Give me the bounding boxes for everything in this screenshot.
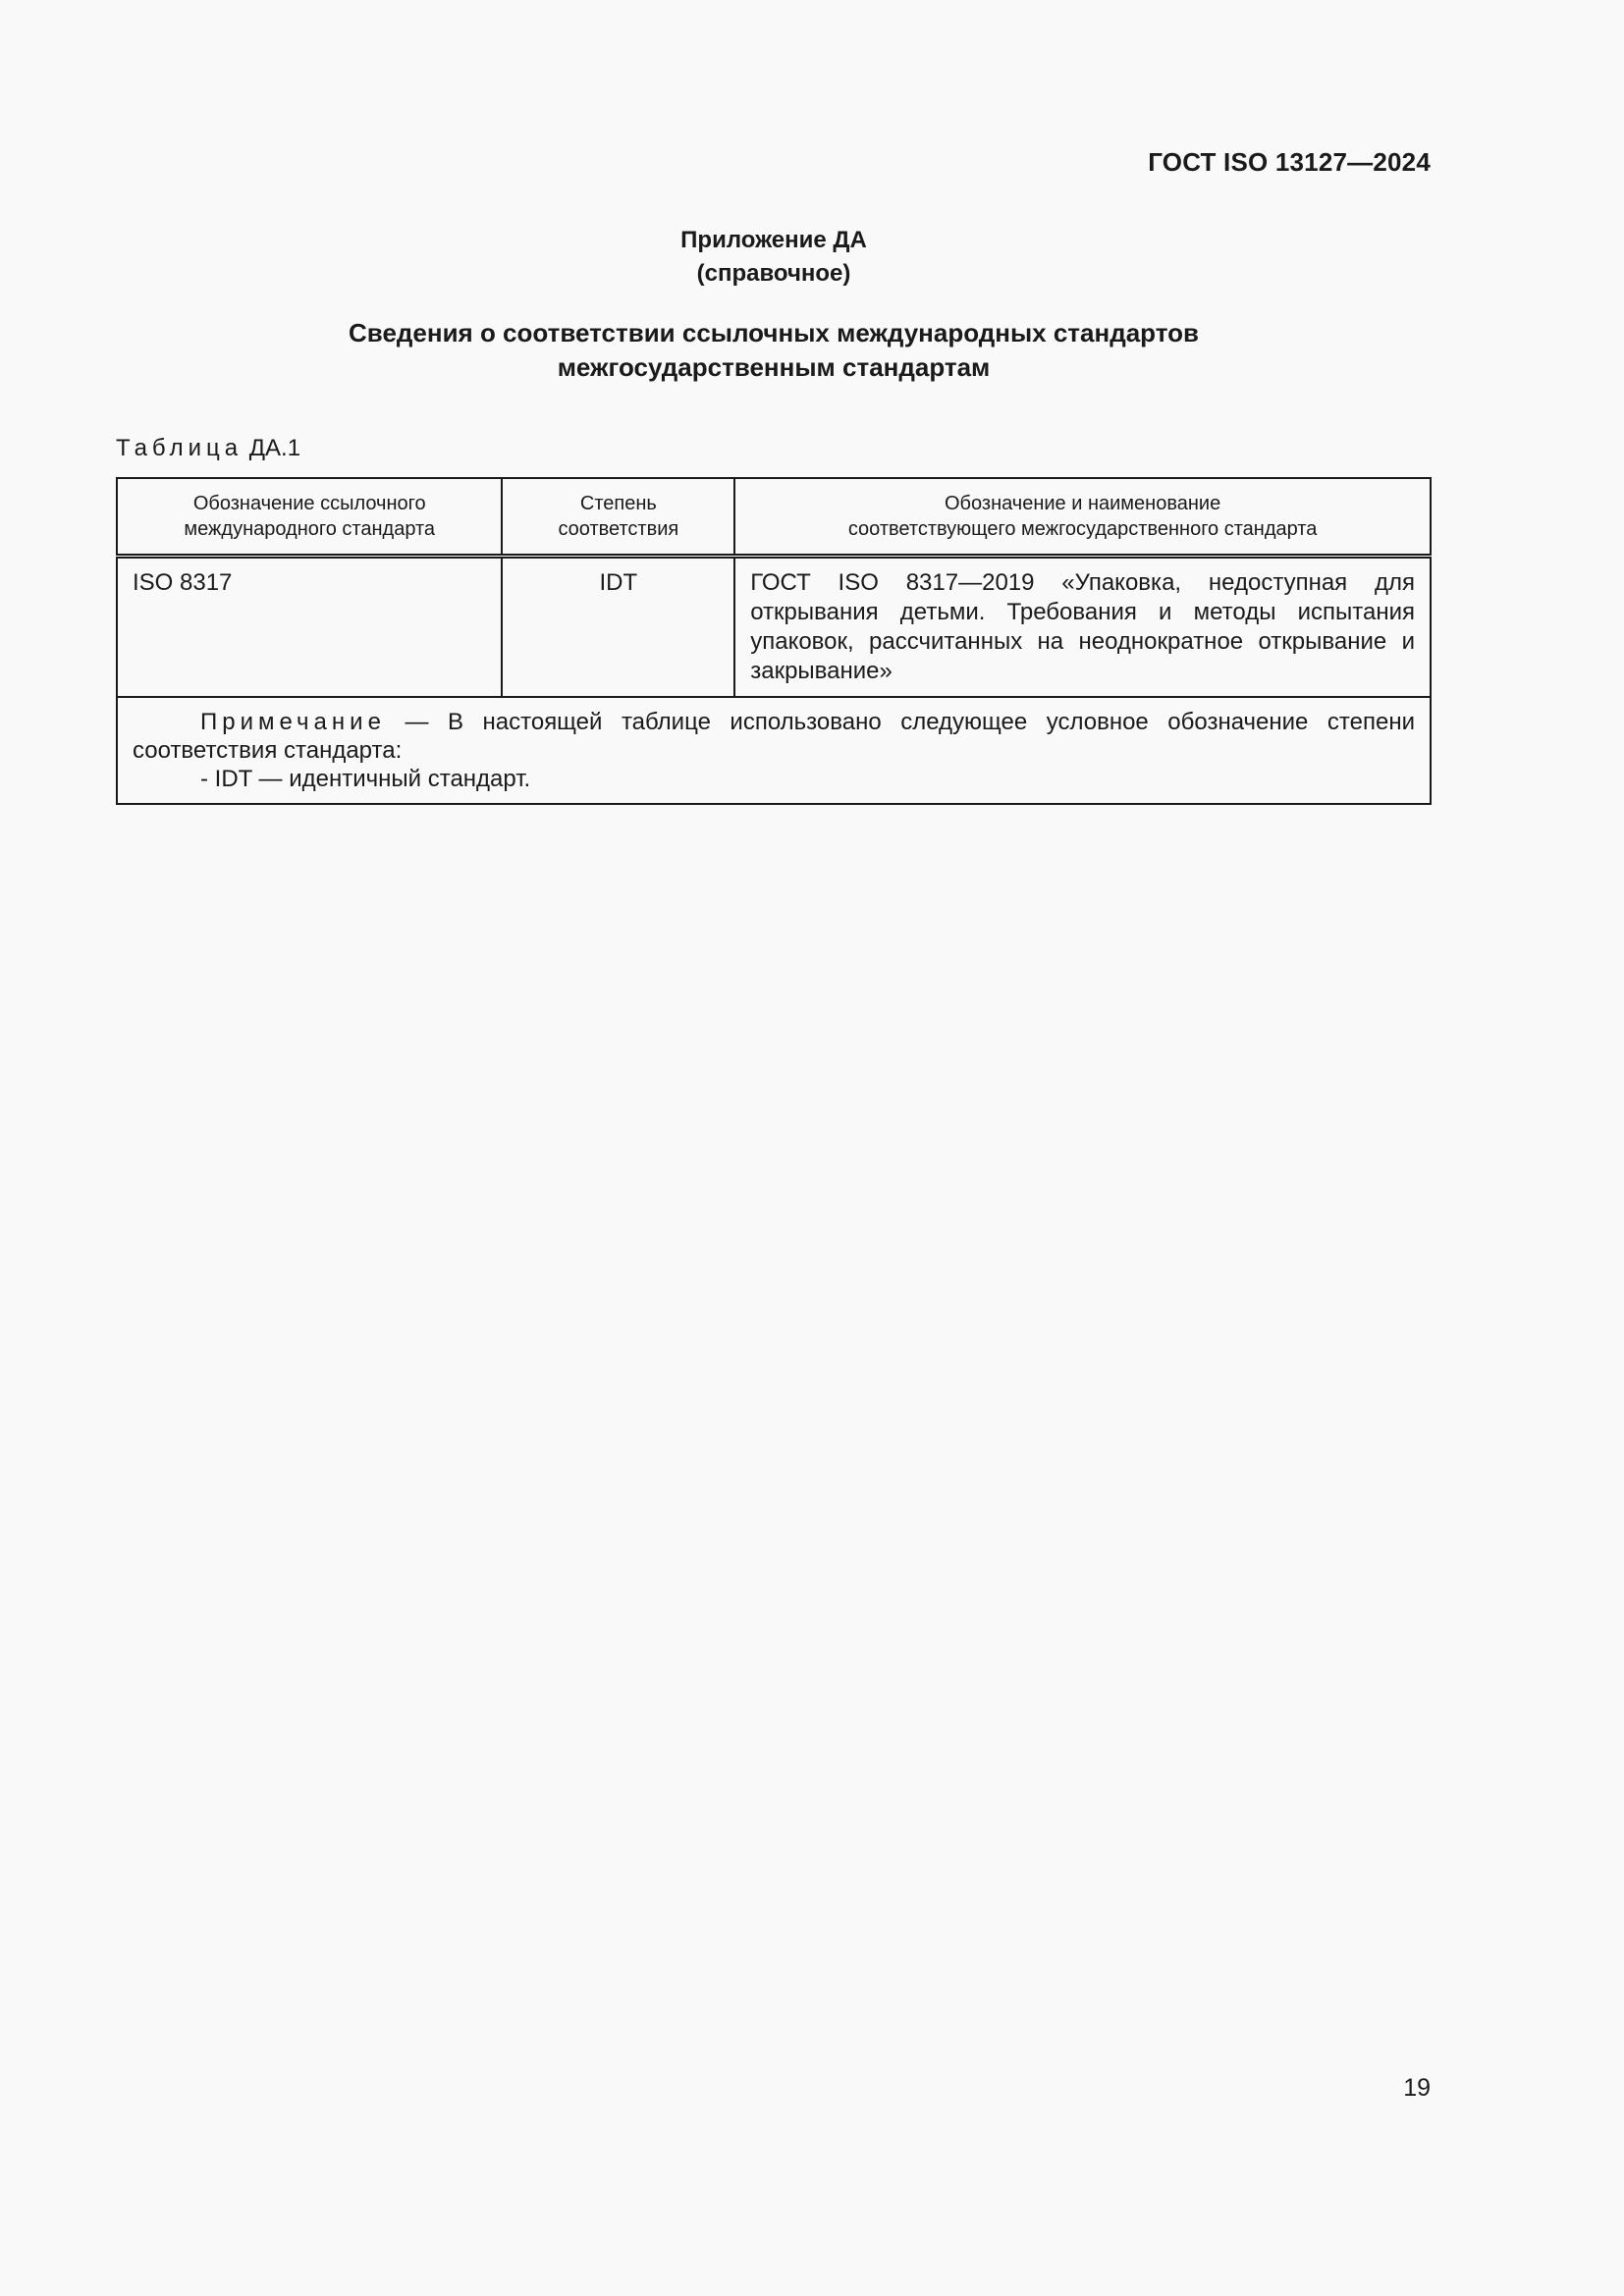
page-number: 19 bbox=[1403, 2074, 1431, 2102]
table-row bbox=[117, 557, 1431, 698]
table-note bbox=[117, 697, 1431, 804]
table-caption-label: Таблица bbox=[116, 435, 244, 461]
section-title bbox=[116, 316, 1432, 385]
appendix-title: Приложение ДА bbox=[680, 227, 867, 253]
section-title-line-2: межгосударственным стандартам bbox=[557, 352, 991, 382]
column-header-interstate-standard: Обозначение и наименование соответствующего межгосударственного стандарта bbox=[734, 478, 1431, 557]
column-header-degree: Степень соответствия bbox=[502, 478, 734, 557]
table-caption bbox=[116, 435, 300, 462]
note-text bbox=[133, 708, 1415, 765]
table-caption-number: ДА.1 bbox=[248, 435, 301, 461]
table-note-row bbox=[117, 697, 1431, 804]
note-body: В настоящей таблице использовано следующее условное обозначение степени соответствия стандарта: bbox=[133, 709, 1416, 764]
standards-correspondence-table bbox=[116, 477, 1432, 805]
document-code: ГОСТ ISO 13127—2024 bbox=[1148, 147, 1431, 177]
cell-interstate-standard: ГОСТ ISO 8317—2019 «Упаковка, недоступная для открывания детьми. Требования и методы испытания упаковок, рассчитанных на неоднократное открывание и закрывание» bbox=[734, 557, 1431, 698]
note-dash: — bbox=[405, 709, 429, 735]
section-title-line-1: Сведения о соответствии ссылочных международных стандартов bbox=[349, 318, 1199, 347]
cell-degree: IDT bbox=[502, 557, 734, 698]
appendix-subtitle: (справочное) bbox=[696, 260, 851, 287]
appendix-heading bbox=[116, 224, 1432, 291]
column-header-ref-standard: Обозначение ссылочного международного стандарта bbox=[117, 478, 502, 557]
cell-ref-standard: ISO 8317 bbox=[117, 557, 502, 698]
note-label: Примечание bbox=[200, 709, 386, 735]
table-header-row bbox=[117, 478, 1431, 557]
note-item: - IDT — идентичный стандарт. bbox=[200, 766, 531, 792]
